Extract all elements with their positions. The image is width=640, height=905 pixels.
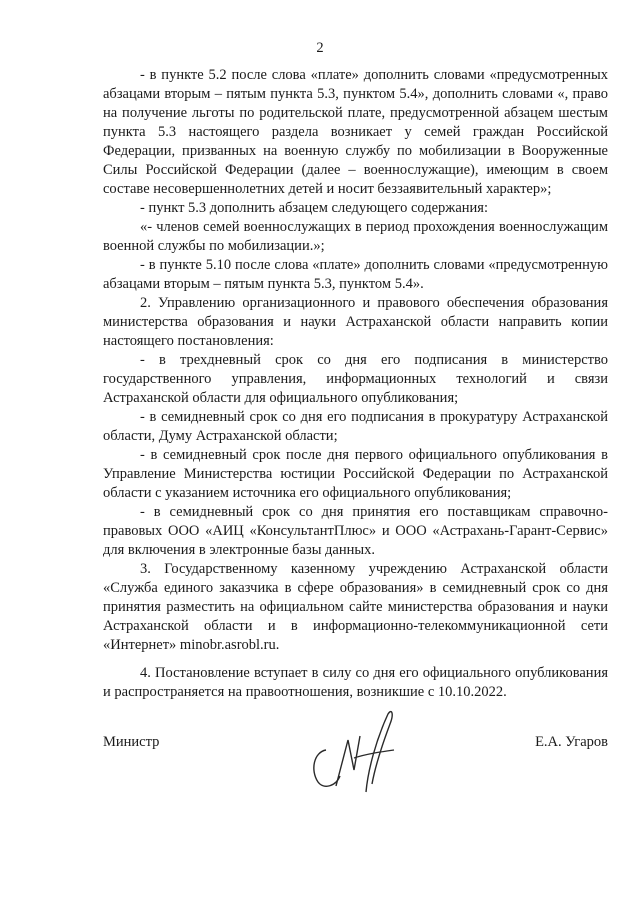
handwritten-signature <box>296 700 416 800</box>
paragraph: - в семидневный срок со дня его подписания в прокуратуру Астраханской области, Думу Астраханской области; <box>103 409 608 444</box>
paragraph: 3. Государственному казенному учреждению Астраханской области «Служба единого заказчика в сфере образования» в семидневный срок со дня принятия разместить на официальном сайте министерства образования и науки Астраханской области и в информационно-телекоммуникационной сети «Интернет» minobr.asrobl.ru. <box>103 561 608 653</box>
paragraph: - в трехдневный срок со дня его подписания в министерство государственного управления, информационных технологий и связи Астраханской области для официального опубликования; <box>103 352 608 406</box>
paragraph: - в семидневный срок со дня принятия его поставщикам справочно-правовых ООО «АИЦ «КонсультантПлюс» и ООО «Астрахань-Гарант-Сервис» для включения в электронные базы данных. <box>103 504 608 558</box>
page-number: 2 <box>316 40 324 56</box>
paragraph: - в семидневный срок после дня первого официального опубликования в Управление Министерства юстиции Российской Федерации по Астраханской области с указанием источника его официального опубликования; <box>103 447 608 501</box>
signatory-name: Е.А. Угаров <box>535 734 608 750</box>
paragraph: 2. Управлению организационного и правового обеспечения образования министерства образования и науки Астраханской области направить копии настоящего постановления: <box>103 295 608 349</box>
document-body <box>103 66 608 702</box>
signatory-position: Министр <box>103 734 160 750</box>
paragraph: 4. Постановление вступает в силу со дня его официального опубликования и распространяется на правоотношения, возникшие с 10.10.2022. <box>103 665 608 700</box>
paragraph: «- членов семей военнослужащих в период прохождения военнослужащим военной службы по мобилизации.»; <box>103 219 608 254</box>
paragraph: - в пункте 5.10 после слова «плате» дополнить словами «предусмотренную абзацами вторым – пятым пункта 5.3, пунктом 5.4». <box>103 257 608 292</box>
paragraph: - в пункте 5.2 после слова «плате» дополнить словами «предусмотренных абзацами вторым – пятым пункта 5.3, пунктом 5.4», дополнить словами «, право на получение льготы по родительской плате, предусмотренной абзацем шестым пункта 5.3 настоящего раздела возникает у семей граждан Российской Федерации, призванных на военную службу по мобилизации в Вооруженные Силы Российской Федерации (далее – военнослужащие), имеющим в своем составе несовершеннолетних детей и носит беззаявительный характер»; <box>103 67 608 197</box>
paragraph: - пункт 5.3 дополнить абзацем следующего содержания: <box>140 200 488 216</box>
